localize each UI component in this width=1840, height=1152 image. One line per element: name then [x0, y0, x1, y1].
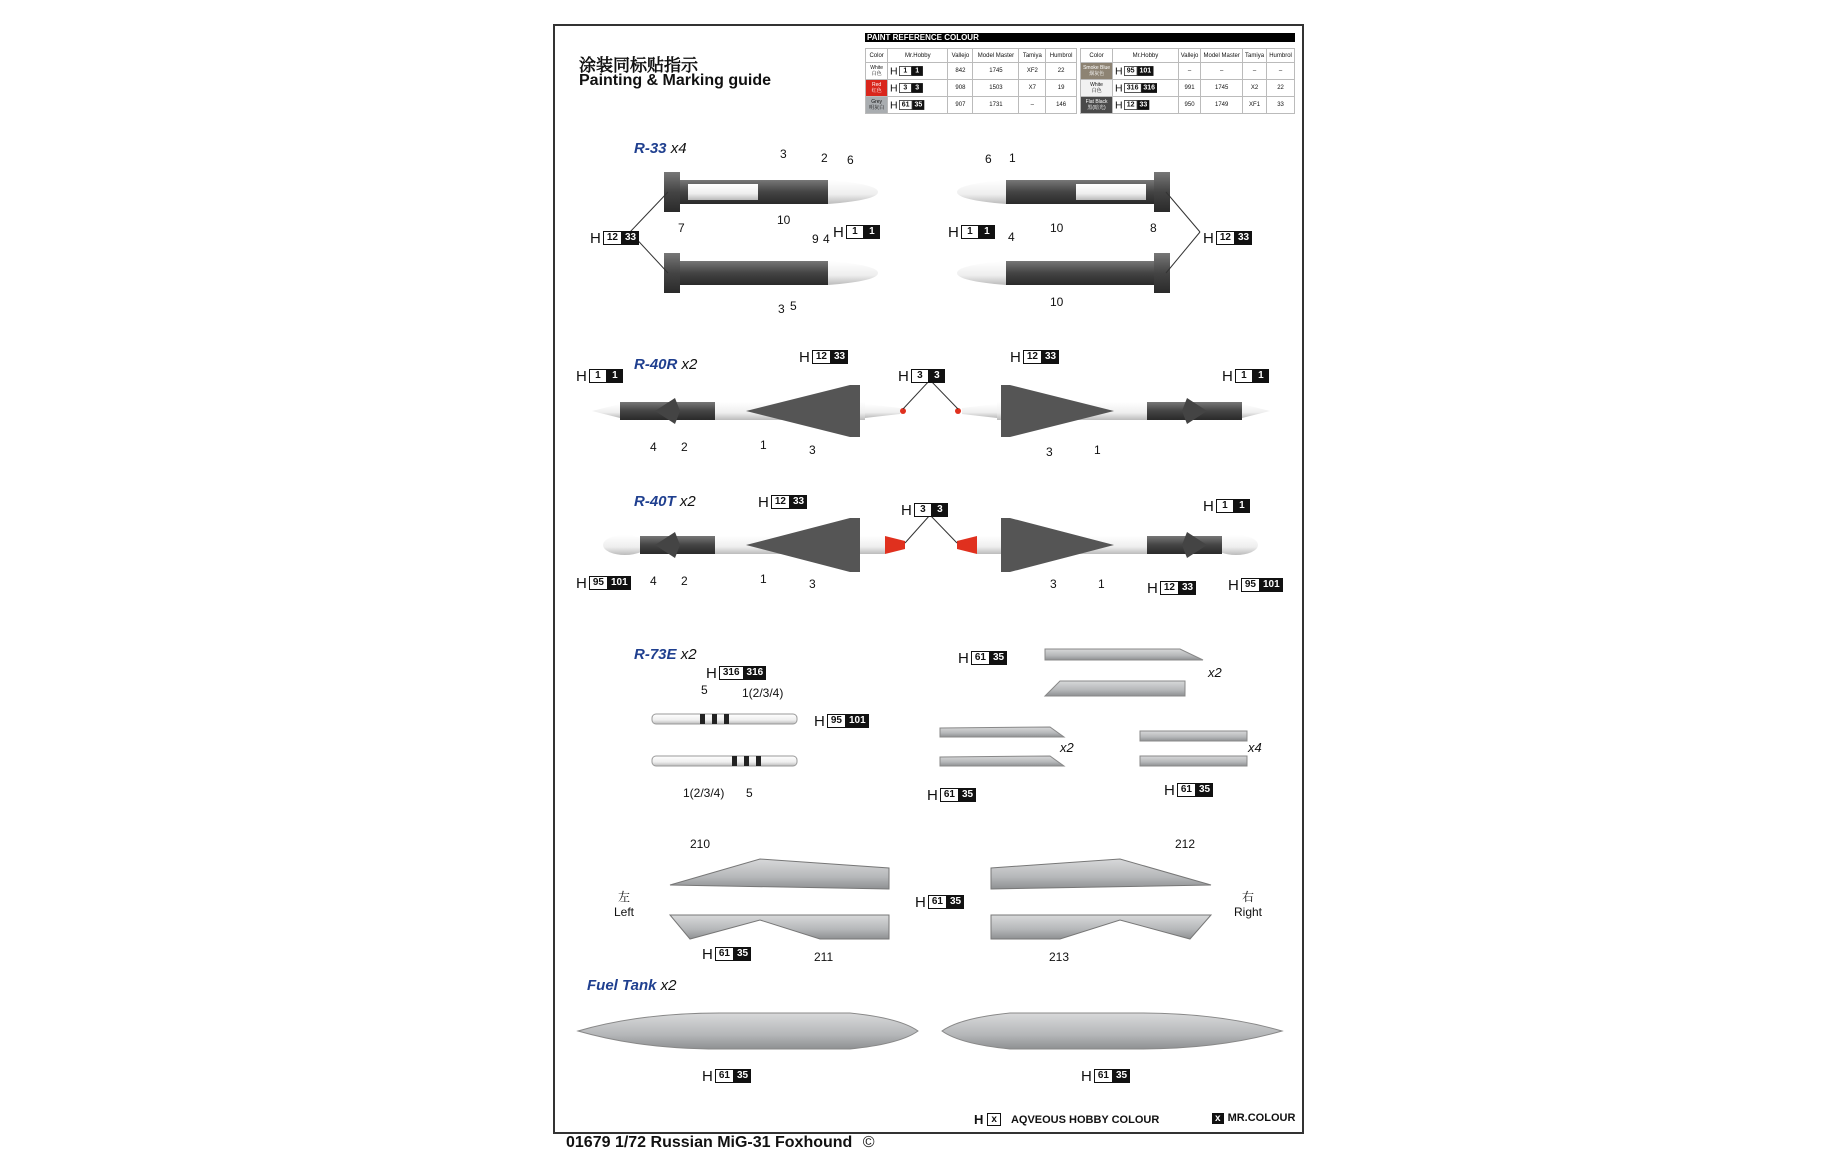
paint-callout: H 12 33 [590, 230, 639, 246]
color-swatch: Grey 明灰白 [866, 97, 888, 114]
part-number: 10 [1050, 295, 1064, 309]
paint-callout: H 12 33 [1147, 580, 1196, 596]
part-number: 1 [1009, 151, 1016, 165]
part-number: 210 [690, 837, 711, 851]
table-row: Grey 明灰白 H 61 35 907 1731 – 146 [866, 97, 1077, 114]
color-swatch: White 白色 [866, 63, 888, 80]
paint-callout: H 95 101 [814, 713, 869, 729]
section-r33: R-33 x4 [634, 140, 687, 157]
paint-callout: H 1 1 [1222, 368, 1269, 384]
paint-callout: H 1 1 [948, 224, 995, 240]
r33-missile-bottom-left [664, 253, 878, 293]
r40-leader-lines [903, 380, 958, 543]
paint-callout: H 12 33 [799, 349, 848, 365]
copyright-icon: © [862, 1134, 875, 1151]
paint-callout: H 61 35 [927, 787, 976, 803]
col-header: Model Master [1201, 49, 1243, 63]
part-number: 212 [1175, 837, 1196, 851]
r40t-missile-left [603, 518, 905, 572]
paint-callout: H 61 35 [915, 894, 964, 910]
paint-callout: H 61 35 [1164, 782, 1213, 798]
part-number: 7 [678, 221, 685, 235]
part-number: 4 [1008, 230, 1015, 244]
r33-missile-bottom-right [957, 253, 1170, 293]
section-r73e: R-73E x2 [634, 646, 697, 663]
part-number: 4 [823, 232, 830, 246]
col-header: Vallejo [1178, 49, 1201, 63]
table-row: Flat Black 黑(暗光) H 12 33 950 1749 XF1 33 [1081, 97, 1295, 114]
paint-callout: H 61 35 [1081, 1068, 1130, 1084]
paint-callout: H 12 33 [1010, 349, 1059, 365]
left-side-label: 左 Left [614, 890, 635, 919]
title-chinese: 涂装同标贴指示 [579, 56, 698, 76]
paint-callout: H 61 35 [702, 1068, 751, 1084]
part-number: 4 [650, 440, 657, 454]
part-number: 3 [780, 147, 787, 161]
section-r40t: R-40T x2 [634, 493, 696, 510]
paint-callout: H 1 1 [833, 224, 880, 240]
color-swatch: White 白色 [1081, 80, 1113, 97]
part-number: 3 [809, 577, 816, 591]
part-number: 4 [650, 574, 657, 588]
fuel-tank-left [578, 1013, 918, 1049]
part-number: 8 [1150, 221, 1157, 235]
col-header: Model Master [973, 49, 1019, 63]
paint-table-title: PAINT REFERENCE COLOUR [865, 33, 1295, 42]
col-header: Humbrol [1267, 49, 1295, 63]
part-number: 1 [760, 572, 767, 586]
col-header: Tamiya [1019, 49, 1046, 63]
table-row: White 白色 H 1 1 842 1745 XF2 22 [866, 63, 1077, 80]
quantity-label: x2 [1060, 740, 1074, 755]
col-header: Mr.Hobby [1113, 49, 1179, 63]
paint-callout: H 95 101 [1228, 577, 1283, 593]
paint-callout: H 61 35 [958, 650, 1007, 666]
paint-callout: H 95 101 [576, 575, 631, 591]
color-swatch: Red 红色 [866, 80, 888, 97]
col-header: Color [1081, 49, 1113, 63]
part-number: 3 [809, 443, 816, 457]
paint-callout: H 1 1 [576, 368, 623, 384]
part-number: 211 [814, 950, 834, 964]
title-english: Painting & Marking guide [579, 72, 772, 89]
part-number: 1(2/3/4) [683, 786, 725, 800]
part-number: 2 [681, 574, 688, 588]
footer-title: 01679 1/72 Russian MiG-31 Foxhound © [566, 1134, 875, 1151]
col-header: Mr.Hobby [888, 49, 948, 63]
r33-missile-top-right [957, 172, 1170, 212]
part-number: 1 [760, 438, 767, 452]
mr-colour-legend: x MR.COLOUR [1212, 1112, 1295, 1124]
r40t-missile-right [957, 518, 1258, 572]
quantity-label: x2 [1208, 665, 1222, 680]
paint-callout: H 1 1 [1203, 498, 1250, 514]
aqueous-legend: H x AQVEOUS HOBBY COLOUR [974, 1112, 1160, 1127]
part-number: 10 [777, 213, 791, 227]
part-number: 3 [1046, 445, 1053, 459]
part-number: 10 [1050, 221, 1064, 235]
part-number: 1 [1098, 577, 1105, 591]
fuel-tank-right [942, 1013, 1282, 1049]
section-r40r: R-40R x2 [634, 356, 698, 373]
part-number: 1 [1094, 443, 1101, 457]
r33-missile-top-left [664, 172, 878, 212]
part-number: 1(2/3/4) [742, 686, 784, 700]
paint-callout: H 3 3 [898, 368, 945, 384]
col-header: Humbrol [1046, 49, 1077, 63]
color-swatch: Flat Black 黑(暗光) [1081, 97, 1113, 114]
paint-callout: H 12 33 [758, 494, 807, 510]
part-number: 3 [1050, 577, 1057, 591]
r73e-missile-top [652, 714, 797, 724]
table-row: Red 红色 H 3 3 908 1503 X7 19 [866, 80, 1077, 97]
col-header: Tamiya [1242, 49, 1266, 63]
part-number: 2 [681, 440, 688, 454]
r40r-missile-right [955, 385, 1270, 437]
table-row: Smoke Blue 烟灰色 H 95 101 – – – – [1081, 63, 1295, 80]
paint-callout: H 61 35 [702, 946, 751, 962]
paint-callout: H 3 3 [901, 502, 948, 518]
r40r-missile-left [592, 385, 906, 437]
right-side-label: 右 Right [1234, 890, 1263, 919]
r73e-missile-bottom [652, 756, 797, 766]
part-number: 9 [812, 232, 819, 246]
table-row: White 白色 H 316 316 991 1745 X2 22 [1081, 80, 1295, 97]
part-number: 3 [778, 302, 785, 316]
part-number: 213 [1049, 950, 1070, 964]
section-fuel-tank: Fuel Tank x2 [587, 977, 677, 994]
col-header: Vallejo [948, 49, 973, 63]
color-swatch: Smoke Blue 烟灰色 [1081, 63, 1113, 80]
paint-callout: H 12 33 [1203, 230, 1252, 246]
quantity-label: x4 [1248, 740, 1262, 755]
part-number: 6 [847, 153, 854, 167]
launch-rails [940, 649, 1247, 766]
part-number: 2 [821, 151, 828, 165]
part-number: 5 [746, 786, 753, 800]
col-header: Color [866, 49, 888, 63]
part-number: 5 [701, 683, 708, 697]
paint-callout: H 316 316 [706, 665, 766, 681]
part-number: 6 [985, 152, 992, 166]
part-number: 5 [790, 299, 797, 313]
r33-leader-lines [630, 192, 1200, 273]
